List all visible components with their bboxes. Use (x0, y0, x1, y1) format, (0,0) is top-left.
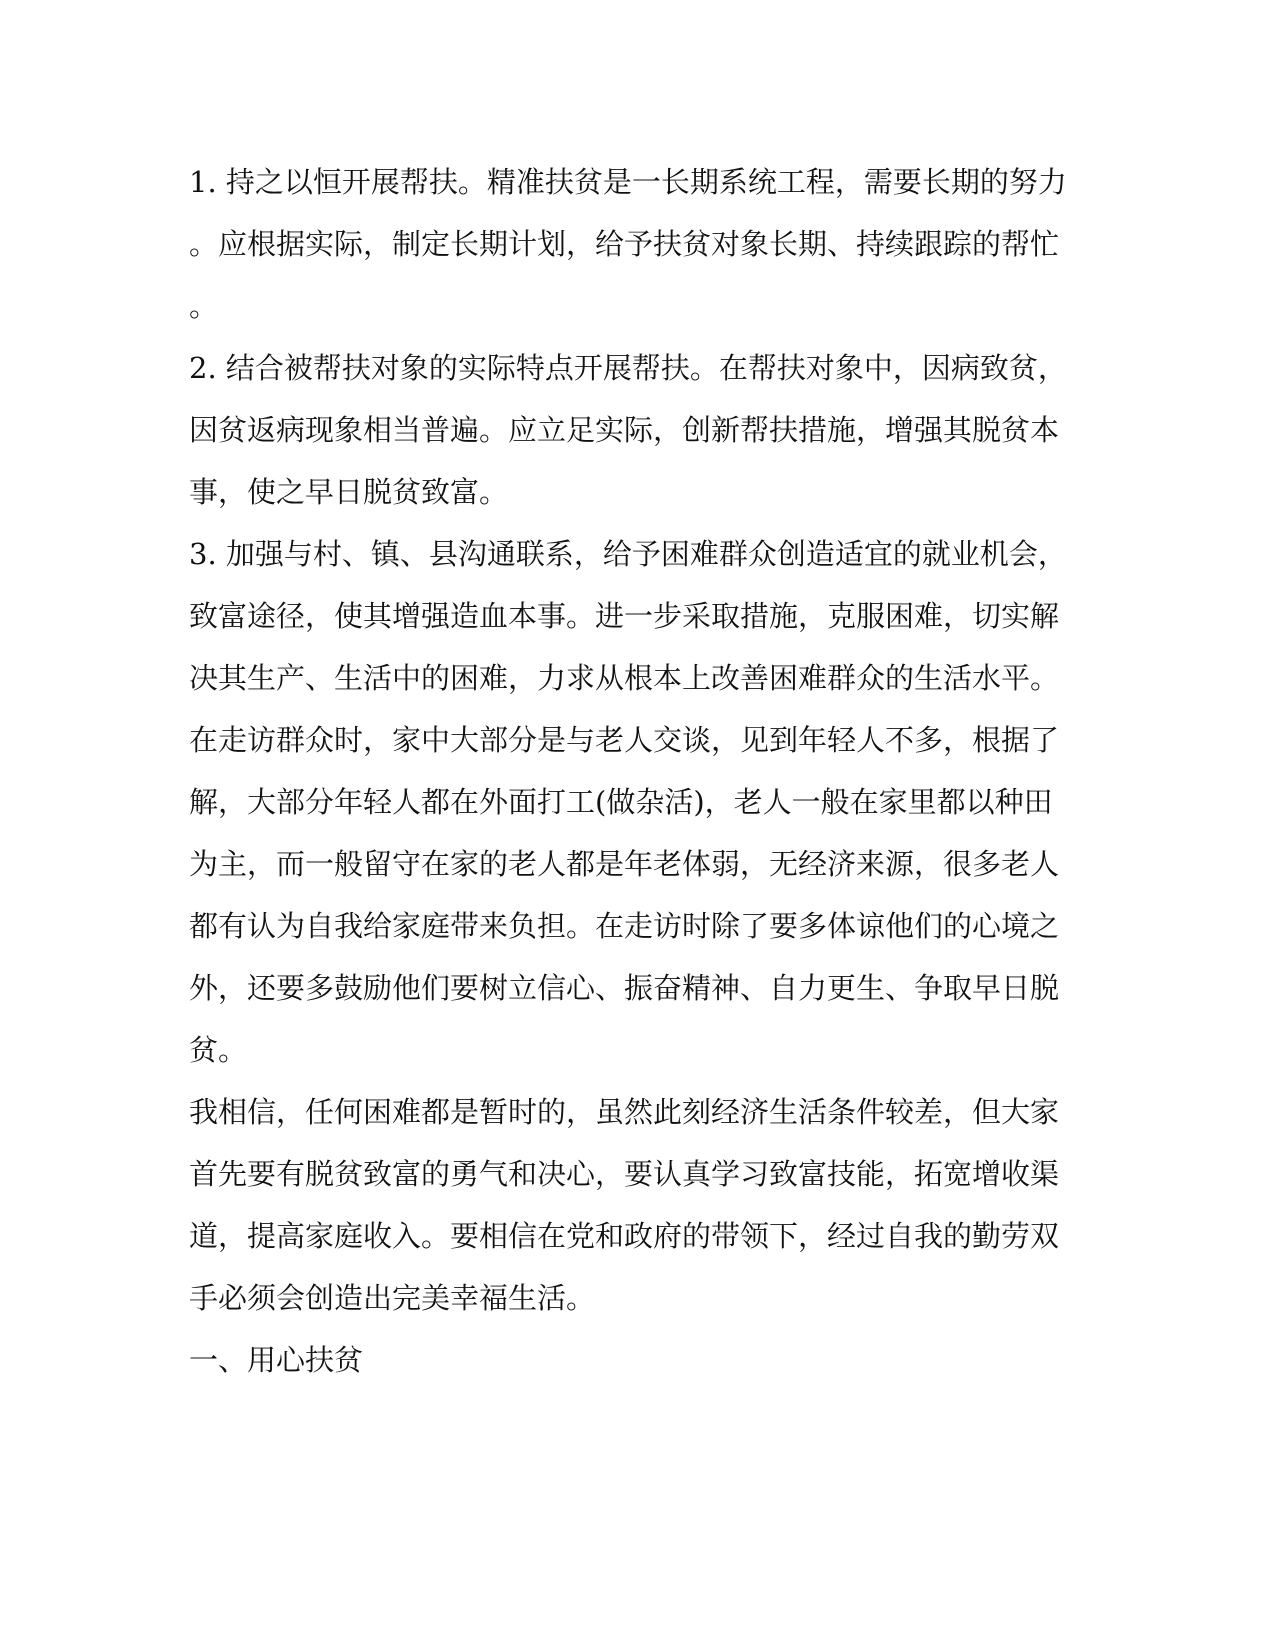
text-line: 我相信，任何困难都是暂时的，虽然此刻经济生活条件较差，但大家 (189, 1095, 1060, 1129)
text-line: 3. 加强与村、镇、县沟通联系，给予困难群众创造适宜的就业机会， (189, 537, 1067, 571)
section-heading: 一、用心扶贫 (189, 1343, 364, 1377)
text-line: 道，提高家庭收入。要相信在党和政府的带领下，经过自我的勤劳双 (189, 1219, 1060, 1253)
text-line: 事，使之早日脱贫致富。 (189, 475, 509, 509)
text-line: 决其生产、生活中的困难，力求从根本上改善困难群众的生活水平。 (189, 661, 1060, 695)
text-line: 2. 结合被帮扶对象的实际特点开展帮扶。在帮扶对象中，因病致贫， (189, 351, 1067, 385)
text-line: 首先要有脱贫致富的勇气和决心，要认真学习致富技能，拓宽增收渠 (189, 1157, 1060, 1191)
text-line: 贫。 (189, 1033, 248, 1067)
text-line: 手必须会创造出完美幸福生活。 (189, 1281, 596, 1315)
text-line: 都有认为自我给家庭带来负担。在走访时除了要多体谅他们的心境之 (189, 909, 1060, 943)
text-line: 解，大部分年轻人都在外面打工(做杂活)，老人一般在家里都以种田 (189, 785, 1053, 819)
text-line: 外，还要多鼓励他们要树立信心、振奋精神、自力更生、争取早日脱 (189, 971, 1060, 1005)
text-line: 1. 持之以恒开展帮扶。精准扶贫是一长期系统工程，需要长期的努力 (189, 165, 1067, 199)
text-line: 。 (189, 289, 219, 323)
text-line: 为主，而一般留守在家的老人都是年老体弱，无经济来源，很多老人 (189, 847, 1060, 881)
text-line: 因贫返病现象相当普遍。应立足实际，创新帮扶措施，增强其脱贫本 (189, 413, 1060, 447)
text-line: 。应根据实际，制定长期计划，给予扶贫对象长期、持续跟踪的帮忙 (189, 227, 1060, 261)
text-line: 在走访群众时，家中大部分是与老人交谈，见到年轻人不多，根据了 (189, 723, 1060, 757)
text-line: 致富途径，使其增强造血本事。进一步采取措施，克服困难，切实解 (189, 599, 1060, 633)
